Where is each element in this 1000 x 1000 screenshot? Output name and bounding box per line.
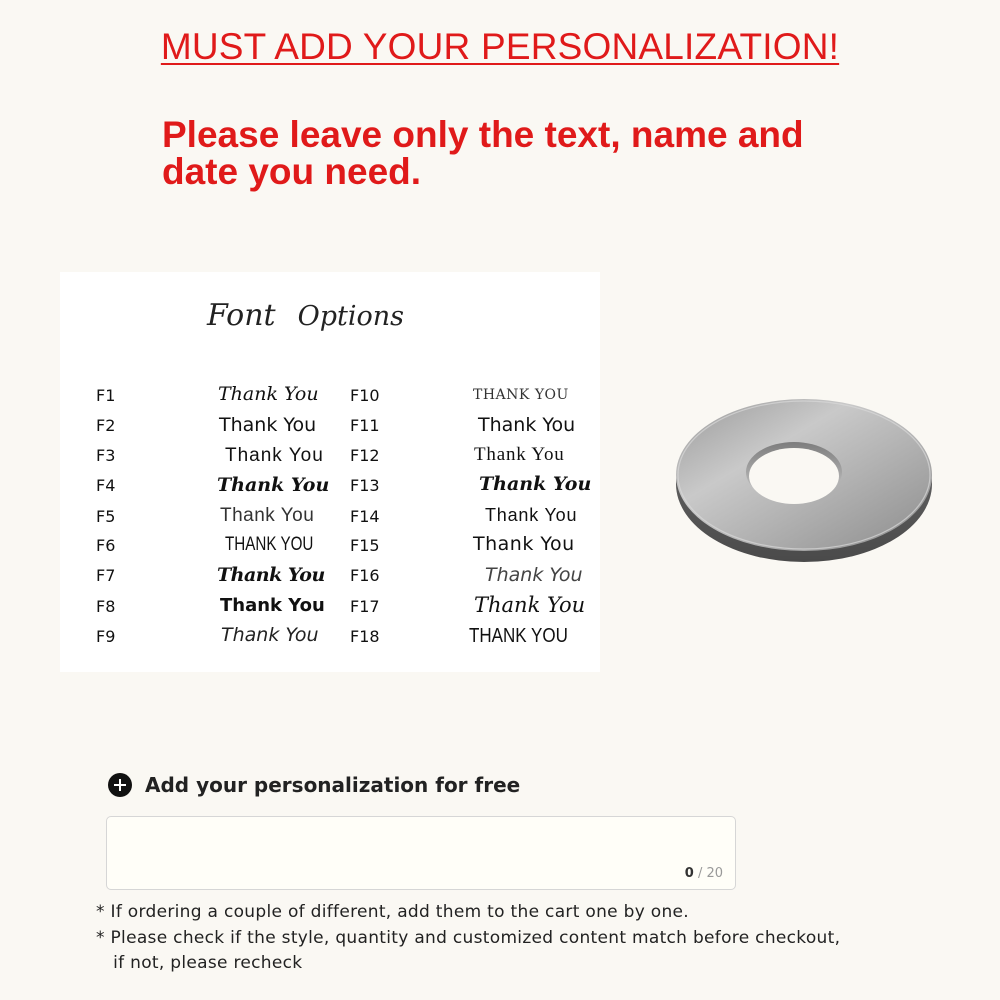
font-sample[interactable]: Thank You (474, 593, 586, 617)
font-title-word-1: Font (207, 298, 276, 333)
font-sample[interactable]: Thank You (217, 474, 330, 496)
font-sample[interactable]: Thank You (479, 473, 592, 495)
add-personalization-label[interactable]: Add your personalization for free (145, 773, 521, 797)
note-3: if not, please recheck (96, 953, 303, 973)
font-code: F3 (96, 446, 116, 465)
font-code: F5 (96, 507, 116, 526)
font-sample[interactable]: Thank You (218, 383, 319, 405)
font-sample[interactable]: Thank You (485, 505, 578, 525)
instructions-line-2: date you need. (162, 151, 422, 192)
font-options-title (207, 298, 404, 333)
washer-illustration (668, 384, 940, 572)
font-code: F12 (350, 446, 380, 465)
plus-circle-icon[interactable] (108, 773, 132, 797)
font-sample[interactable]: THANK YOU (469, 625, 568, 647)
note-2: * Please check if the style, quantity and customized content match before checkout, (96, 928, 841, 948)
instructions (162, 116, 922, 190)
font-code: F16 (350, 566, 380, 585)
font-code: F14 (350, 507, 380, 526)
font-sample[interactable]: Thank You (225, 445, 324, 466)
font-code: F18 (350, 627, 380, 646)
character-counter (685, 866, 723, 881)
font-code: F11 (350, 416, 380, 435)
font-code: F6 (96, 536, 116, 555)
font-code: F13 (350, 476, 380, 495)
personalization-input[interactable] (106, 816, 736, 890)
font-sample[interactable]: Thank You (474, 444, 565, 465)
font-code: F10 (350, 386, 380, 405)
add-personalization-row[interactable] (108, 771, 520, 799)
char-count: 0 (684, 866, 694, 881)
font-sample[interactable]: Thank You (217, 564, 325, 586)
font-sample[interactable]: Thank You (219, 414, 317, 436)
font-code: F1 (96, 386, 116, 405)
instructions-line-1: Please leave only the text, name and (162, 114, 804, 155)
font-code: F15 (350, 536, 380, 555)
note-1: * If ordering a couple of different, add them to the cart one by one. (96, 902, 689, 922)
font-sample[interactable]: Thank You (221, 624, 319, 646)
font-sample[interactable]: Thank You (473, 533, 575, 555)
char-limit: / 20 (697, 866, 723, 881)
font-code: F8 (96, 597, 116, 616)
font-sample[interactable]: THANK YOU (473, 387, 569, 403)
font-code: F2 (96, 416, 116, 435)
font-sample[interactable]: Thank You (485, 564, 583, 586)
font-title-word-2: Options (297, 301, 405, 332)
font-code: F7 (96, 566, 116, 585)
font-sample[interactable]: Thank You (220, 505, 315, 526)
washer-image (668, 384, 940, 572)
headline: MUST ADD YOUR PERSONALIZATION! (160, 26, 840, 67)
font-sample[interactable]: Thank You (220, 595, 325, 616)
font-code: F4 (96, 476, 116, 495)
font-sample[interactable]: THANK YOU (225, 534, 314, 555)
font-code: F17 (350, 597, 380, 616)
font-sample[interactable]: Thank You (478, 414, 576, 436)
font-code: F9 (96, 627, 116, 646)
